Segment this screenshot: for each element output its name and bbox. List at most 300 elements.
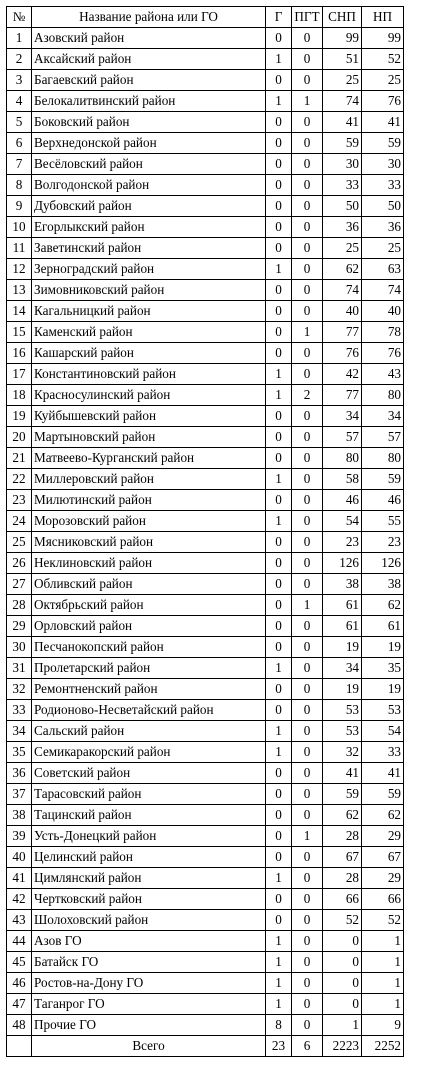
- row-snp: 77: [323, 385, 362, 406]
- row-g: 0: [266, 595, 292, 616]
- row-pgt: 0: [292, 49, 323, 70]
- row-snp: 41: [323, 112, 362, 133]
- row-np: 23: [362, 532, 404, 553]
- row-pgt: 0: [292, 616, 323, 637]
- row-snp: 80: [323, 448, 362, 469]
- row-num: 48: [7, 1015, 32, 1036]
- row-np: 54: [362, 721, 404, 742]
- row-g: 1: [266, 91, 292, 112]
- row-num: 38: [7, 805, 32, 826]
- row-pgt: 0: [292, 973, 323, 994]
- row-np: 25: [362, 70, 404, 91]
- row-pgt: 1: [292, 322, 323, 343]
- row-name: Верхнедонской район: [32, 133, 266, 154]
- row-g: 0: [266, 763, 292, 784]
- total-num-cell: [7, 1036, 32, 1057]
- row-pgt: 0: [292, 154, 323, 175]
- row-name: Красносулинский район: [32, 385, 266, 406]
- table-row: [7, 196, 404, 217]
- row-g: 0: [266, 175, 292, 196]
- row-pgt: 0: [292, 133, 323, 154]
- row-pgt: 0: [292, 70, 323, 91]
- table-row: [7, 28, 404, 49]
- row-num: 17: [7, 364, 32, 385]
- row-snp: 61: [323, 595, 362, 616]
- row-name: Азов ГО: [32, 931, 266, 952]
- row-name: Мясниковский район: [32, 532, 266, 553]
- row-g: 0: [266, 301, 292, 322]
- row-np: 80: [362, 385, 404, 406]
- table-row: [7, 238, 404, 259]
- table-row: [7, 175, 404, 196]
- row-name: Зимовниковский район: [32, 280, 266, 301]
- row-num: 3: [7, 70, 32, 91]
- row-num: 30: [7, 637, 32, 658]
- row-num: 13: [7, 280, 32, 301]
- row-num: 23: [7, 490, 32, 511]
- row-num: 28: [7, 595, 32, 616]
- row-snp: 52: [323, 910, 362, 931]
- table-row: [7, 70, 404, 91]
- row-pgt: 0: [292, 112, 323, 133]
- row-np: 63: [362, 259, 404, 280]
- row-g: 1: [266, 658, 292, 679]
- row-np: 1: [362, 931, 404, 952]
- table-row: [7, 490, 404, 511]
- row-snp: 28: [323, 868, 362, 889]
- row-snp: 46: [323, 490, 362, 511]
- row-num: 43: [7, 910, 32, 931]
- row-name: Обливский район: [32, 574, 266, 595]
- row-np: 52: [362, 49, 404, 70]
- row-g: 1: [266, 973, 292, 994]
- row-snp: 30: [323, 154, 362, 175]
- table-row: [7, 973, 404, 994]
- table-row: [7, 553, 404, 574]
- row-np: 41: [362, 763, 404, 784]
- row-num: 8: [7, 175, 32, 196]
- row-pgt: 0: [292, 868, 323, 889]
- row-g: 1: [266, 742, 292, 763]
- row-np: 80: [362, 448, 404, 469]
- table-row: [7, 868, 404, 889]
- row-pgt: 0: [292, 511, 323, 532]
- total-row: [7, 1036, 404, 1057]
- row-name: Азовский район: [32, 28, 266, 49]
- row-np: 38: [362, 574, 404, 595]
- total-label: Всего: [32, 1036, 266, 1057]
- row-g: 1: [266, 931, 292, 952]
- table-row: [7, 259, 404, 280]
- table-row: [7, 217, 404, 238]
- table-body: [7, 28, 404, 1036]
- row-name: Ростов-на-Дону ГО: [32, 973, 266, 994]
- row-snp: 54: [323, 511, 362, 532]
- table-row: [7, 931, 404, 952]
- row-num: 7: [7, 154, 32, 175]
- row-g: 1: [266, 952, 292, 973]
- row-name: Неклиновский район: [32, 553, 266, 574]
- row-name: Кашарский район: [32, 343, 266, 364]
- row-pgt: 1: [292, 595, 323, 616]
- row-pgt: 0: [292, 343, 323, 364]
- row-np: 19: [362, 679, 404, 700]
- row-g: 0: [266, 322, 292, 343]
- header-pgt: ПГТ: [292, 7, 323, 28]
- row-name: Морозовский район: [32, 511, 266, 532]
- row-name: Багаевский район: [32, 70, 266, 91]
- header-np: НП: [362, 7, 404, 28]
- total-pgt: 6: [292, 1036, 323, 1057]
- row-snp: 57: [323, 427, 362, 448]
- row-name: Миллеровский район: [32, 469, 266, 490]
- row-num: 16: [7, 343, 32, 364]
- row-name: Милютинский район: [32, 490, 266, 511]
- row-np: 40: [362, 301, 404, 322]
- row-num: 11: [7, 238, 32, 259]
- row-pgt: 0: [292, 805, 323, 826]
- row-np: 76: [362, 343, 404, 364]
- row-np: 61: [362, 616, 404, 637]
- row-snp: 53: [323, 721, 362, 742]
- row-g: 0: [266, 574, 292, 595]
- row-pgt: 0: [292, 280, 323, 301]
- row-pgt: 0: [292, 259, 323, 280]
- row-num: 6: [7, 133, 32, 154]
- header-snp: СНП: [323, 7, 362, 28]
- table-row: [7, 427, 404, 448]
- row-name: Чертковский район: [32, 889, 266, 910]
- row-pgt: 0: [292, 469, 323, 490]
- row-num: 42: [7, 889, 32, 910]
- row-name: Куйбышевский район: [32, 406, 266, 427]
- row-np: 34: [362, 406, 404, 427]
- table-row: [7, 679, 404, 700]
- row-np: 1: [362, 994, 404, 1015]
- row-np: 57: [362, 427, 404, 448]
- row-pgt: 0: [292, 910, 323, 931]
- row-np: 29: [362, 826, 404, 847]
- row-num: 22: [7, 469, 32, 490]
- row-snp: 34: [323, 658, 362, 679]
- row-name: Батайск ГО: [32, 952, 266, 973]
- row-pgt: 0: [292, 574, 323, 595]
- row-snp: 74: [323, 91, 362, 112]
- row-name: Волгодонской район: [32, 175, 266, 196]
- table-row: [7, 721, 404, 742]
- row-g: 0: [266, 826, 292, 847]
- row-num: 15: [7, 322, 32, 343]
- row-g: 1: [266, 994, 292, 1015]
- row-np: 30: [362, 154, 404, 175]
- total-snp: 2223: [323, 1036, 362, 1057]
- row-g: 0: [266, 616, 292, 637]
- row-np: 59: [362, 784, 404, 805]
- row-pgt: 0: [292, 679, 323, 700]
- row-g: 8: [266, 1015, 292, 1036]
- row-name: Шолоховский район: [32, 910, 266, 931]
- row-g: 0: [266, 679, 292, 700]
- row-g: 0: [266, 154, 292, 175]
- row-name: Дубовский район: [32, 196, 266, 217]
- row-snp: 76: [323, 343, 362, 364]
- table-row: [7, 343, 404, 364]
- row-snp: 59: [323, 784, 362, 805]
- row-name: Тарасовский район: [32, 784, 266, 805]
- row-num: 36: [7, 763, 32, 784]
- row-pgt: 0: [292, 217, 323, 238]
- settlements-table: [6, 6, 404, 1057]
- row-np: 41: [362, 112, 404, 133]
- row-num: 19: [7, 406, 32, 427]
- row-snp: 19: [323, 637, 362, 658]
- row-pgt: 0: [292, 763, 323, 784]
- row-pgt: 1: [292, 826, 323, 847]
- row-pgt: 0: [292, 931, 323, 952]
- row-pgt: 0: [292, 952, 323, 973]
- row-np: 53: [362, 700, 404, 721]
- row-g: 1: [266, 469, 292, 490]
- row-num: 47: [7, 994, 32, 1015]
- row-g: 0: [266, 784, 292, 805]
- row-snp: 38: [323, 574, 362, 595]
- row-name: Весёловский район: [32, 154, 266, 175]
- table-row: [7, 910, 404, 931]
- row-num: 45: [7, 952, 32, 973]
- row-g: 0: [266, 448, 292, 469]
- row-np: 99: [362, 28, 404, 49]
- row-pgt: 0: [292, 658, 323, 679]
- row-num: 39: [7, 826, 32, 847]
- row-np: 78: [362, 322, 404, 343]
- row-g: 1: [266, 49, 292, 70]
- row-snp: 25: [323, 238, 362, 259]
- row-name: Тацинский район: [32, 805, 266, 826]
- table-row: [7, 889, 404, 910]
- row-name: Зерноградский район: [32, 259, 266, 280]
- row-np: 1: [362, 952, 404, 973]
- row-num: 40: [7, 847, 32, 868]
- row-num: 35: [7, 742, 32, 763]
- row-g: 1: [266, 868, 292, 889]
- row-np: 62: [362, 595, 404, 616]
- row-np: 29: [362, 868, 404, 889]
- row-pgt: 0: [292, 406, 323, 427]
- row-num: 31: [7, 658, 32, 679]
- row-num: 10: [7, 217, 32, 238]
- row-g: 1: [266, 385, 292, 406]
- row-np: 9: [362, 1015, 404, 1036]
- row-num: 20: [7, 427, 32, 448]
- row-num: 26: [7, 553, 32, 574]
- row-np: 66: [362, 889, 404, 910]
- row-pgt: 0: [292, 28, 323, 49]
- table-row: [7, 637, 404, 658]
- row-snp: 25: [323, 70, 362, 91]
- row-snp: 23: [323, 532, 362, 553]
- row-snp: 41: [323, 763, 362, 784]
- row-np: 76: [362, 91, 404, 112]
- row-g: 0: [266, 805, 292, 826]
- row-num: 14: [7, 301, 32, 322]
- row-snp: 126: [323, 553, 362, 574]
- table-row: [7, 133, 404, 154]
- row-snp: 53: [323, 700, 362, 721]
- row-np: 33: [362, 742, 404, 763]
- row-snp: 0: [323, 931, 362, 952]
- table-row: [7, 154, 404, 175]
- row-g: 0: [266, 112, 292, 133]
- row-pgt: 2: [292, 385, 323, 406]
- row-name: Боковский район: [32, 112, 266, 133]
- row-g: 0: [266, 343, 292, 364]
- row-g: 0: [266, 406, 292, 427]
- row-num: 29: [7, 616, 32, 637]
- row-pgt: 0: [292, 175, 323, 196]
- total-np: 2252: [362, 1036, 404, 1057]
- row-g: 0: [266, 490, 292, 511]
- row-name: Аксайский район: [32, 49, 266, 70]
- row-num: 34: [7, 721, 32, 742]
- row-num: 9: [7, 196, 32, 217]
- row-pgt: 0: [292, 238, 323, 259]
- row-np: 74: [362, 280, 404, 301]
- row-snp: 0: [323, 994, 362, 1015]
- row-g: 0: [266, 553, 292, 574]
- table-row: [7, 469, 404, 490]
- row-g: 0: [266, 70, 292, 91]
- row-pgt: 0: [292, 364, 323, 385]
- total-g: 23: [266, 1036, 292, 1057]
- row-name: Ремонтненский район: [32, 679, 266, 700]
- row-snp: 0: [323, 973, 362, 994]
- row-pgt: 0: [292, 784, 323, 805]
- row-np: 36: [362, 217, 404, 238]
- row-pgt: 0: [292, 532, 323, 553]
- table-row: [7, 448, 404, 469]
- row-name: Песчанокопский район: [32, 637, 266, 658]
- row-num: 46: [7, 973, 32, 994]
- table-row: [7, 952, 404, 973]
- row-name: Пролетарский район: [32, 658, 266, 679]
- row-np: 35: [362, 658, 404, 679]
- row-name: Заветинский район: [32, 238, 266, 259]
- row-pgt: 0: [292, 448, 323, 469]
- row-name: Константиновский район: [32, 364, 266, 385]
- row-name: Кагальницкий район: [32, 301, 266, 322]
- row-g: 0: [266, 700, 292, 721]
- row-np: 50: [362, 196, 404, 217]
- row-snp: 32: [323, 742, 362, 763]
- table-row: [7, 1015, 404, 1036]
- row-pgt: 0: [292, 847, 323, 868]
- table-row: [7, 595, 404, 616]
- row-snp: 62: [323, 259, 362, 280]
- row-np: 19: [362, 637, 404, 658]
- row-name: Семикаракорский район: [32, 742, 266, 763]
- table-row: [7, 616, 404, 637]
- row-snp: 34: [323, 406, 362, 427]
- row-g: 1: [266, 259, 292, 280]
- row-num: 24: [7, 511, 32, 532]
- row-snp: 28: [323, 826, 362, 847]
- table-row: [7, 784, 404, 805]
- table-row: [7, 406, 404, 427]
- row-g: 0: [266, 637, 292, 658]
- row-g: 0: [266, 28, 292, 49]
- row-snp: 33: [323, 175, 362, 196]
- row-g: 0: [266, 238, 292, 259]
- table-row: [7, 511, 404, 532]
- table-row: [7, 658, 404, 679]
- row-g: 1: [266, 511, 292, 532]
- row-snp: 77: [323, 322, 362, 343]
- row-snp: 36: [323, 217, 362, 238]
- row-pgt: 0: [292, 721, 323, 742]
- row-np: 55: [362, 511, 404, 532]
- row-num: 4: [7, 91, 32, 112]
- row-name: Родионово-Несветайский район: [32, 700, 266, 721]
- row-num: 44: [7, 931, 32, 952]
- row-g: 1: [266, 364, 292, 385]
- row-name: Целинский район: [32, 847, 266, 868]
- table-row: [7, 532, 404, 553]
- row-snp: 66: [323, 889, 362, 910]
- table-row: [7, 574, 404, 595]
- row-snp: 0: [323, 952, 362, 973]
- row-np: 1: [362, 973, 404, 994]
- row-snp: 67: [323, 847, 362, 868]
- row-name: Белокалитвинский район: [32, 91, 266, 112]
- row-g: 0: [266, 133, 292, 154]
- row-num: 12: [7, 259, 32, 280]
- table-row: [7, 280, 404, 301]
- row-name: Таганрог ГО: [32, 994, 266, 1015]
- row-snp: 19: [323, 679, 362, 700]
- row-np: 62: [362, 805, 404, 826]
- row-name: Матвеево-Курганский район: [32, 448, 266, 469]
- table-row: [7, 322, 404, 343]
- row-num: 41: [7, 868, 32, 889]
- row-pgt: 0: [292, 994, 323, 1015]
- row-snp: 42: [323, 364, 362, 385]
- row-g: 0: [266, 280, 292, 301]
- row-g: 0: [266, 847, 292, 868]
- row-snp: 99: [323, 28, 362, 49]
- row-num: 5: [7, 112, 32, 133]
- row-name: Прочие ГО: [32, 1015, 266, 1036]
- table-row: [7, 805, 404, 826]
- table-row: [7, 700, 404, 721]
- table-row: [7, 763, 404, 784]
- header-row: [7, 7, 404, 28]
- row-snp: 1: [323, 1015, 362, 1036]
- row-pgt: 0: [292, 700, 323, 721]
- row-snp: 40: [323, 301, 362, 322]
- row-num: 27: [7, 574, 32, 595]
- row-name: Сальский район: [32, 721, 266, 742]
- row-np: 67: [362, 847, 404, 868]
- row-np: 59: [362, 133, 404, 154]
- row-num: 2: [7, 49, 32, 70]
- header-name: Название района или ГО: [32, 7, 266, 28]
- row-name: Орловский район: [32, 616, 266, 637]
- table-row: [7, 301, 404, 322]
- table-row: [7, 91, 404, 112]
- row-snp: 59: [323, 133, 362, 154]
- table-row: [7, 385, 404, 406]
- row-np: 52: [362, 910, 404, 931]
